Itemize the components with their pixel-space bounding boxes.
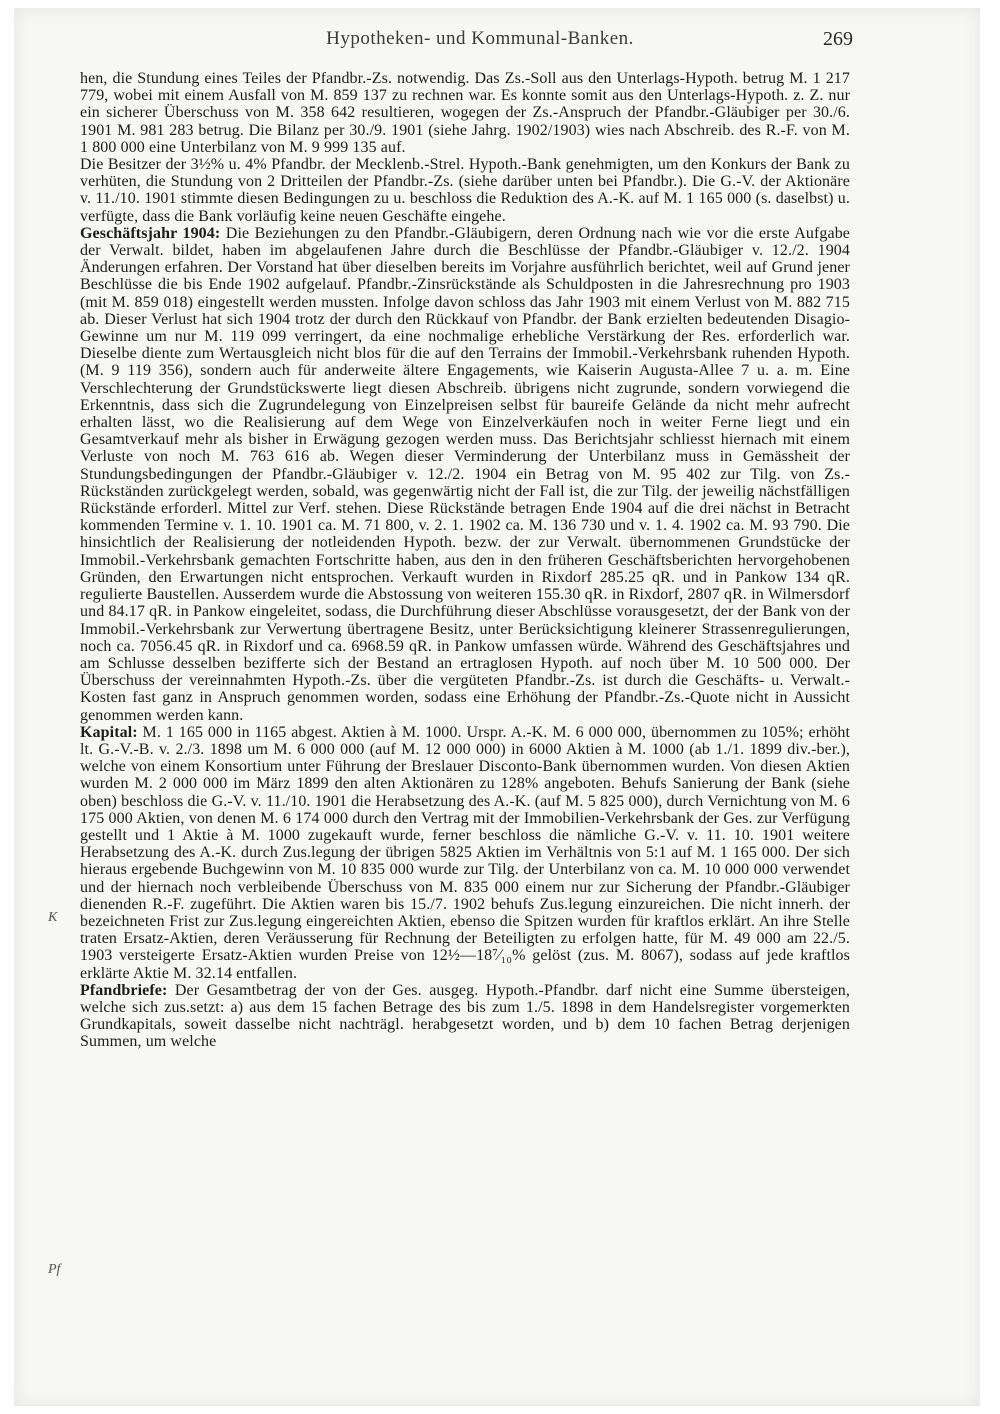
paragraph-pfandbriefe	[80, 982, 850, 1051]
text-geschaeftsjahr: Die Beziehungen zu den Pfandbr.-Gläubigern, deren Ordnung nach wie vor die erste Aufgabe der Verwalt. bildet, haben im abgelaufenen Jahre durch die Beschlüsse der Pfandbr.-Gläubiger v. 12./2. 1904 Änderungen erfahren. Der Vorstand hat über dieselben bereits im Vorjahre ausführlich berichtet, weil auf Grund jener Beschlüsse die bis Ende 1902 aufgelauf. Pfandbr.-Zinsrückstände als Schuldposten in die Jahresrechnung pro 1903 (mit M. 859 018) eingestellt werden mussten. Infolge davon schloss das Jahr 1903 mit einem Verlust von M. 882 715 ab. Dieser Verlust hat sich 1904 trotz der durch den Rückkauf von Pfandbr. der Bank erzielten bedeutenden Disagio-Gewinne um nur M. 119 099 verringert, da eine nochmalige erhebliche Verstärkung der Res. erforderlich war. Dieselbe diente zum Wertausgleich nicht blos für die auf den Terrains der Immobil.-Verkehrsbank ruhenden Hypoth. (M. 9 119 356), sondern auch für anderweite ältere Engagements, wie Kaiserin Augusta-Allee 7 u. a. m. Eine Verschlechterung der Grundstückswerte liegt diesen Abschreib. übrigens nicht zugrunde, sondern vorwiegend die Erkenntnis, dass sich die Zugrundelegung von Einzelpreisen selbst für baureife Gelände da nicht mehr aufrecht erhalten lässt, wo die Realisierung auf dem Wege von Einzelverkäufen noch in weiter Ferne liegt und ein Gesamtverkauf mehr als bisher in Erwägung gezogen werden muss. Das Berichtsjahr schliesst hiernach mit einem Verluste von noch M. 763 616 ab. Wegen dieser Verminderung der Unterbilanz muss in Gemässheit der Stundungsbedingungen der Pfandbr.-Gläubiger v. 12./2. 1904 ein Betrag von M. 95 402 zur Tilg. von Zs.-Rückständen zurückgelegt werden, sobald, was gegenwärtig nicht der Fall ist, die zur Tilg. der jeweilig nächstfälligen Rückstände erforderl. Mittel zur Verf. stehen. Diese Rückstände betragen Ende 1904 auf die drei nächst in Betracht kommenden Termine v. 1. 10. 1901 ca. M. 71 800, v. 2. 1. 1902 ca. M. 136 730 und v. 1. 4. 1902 ca. M. 93 790. Die hinsichtlich der Realisierung der notleidenden Hypoth. bezw. der zur Verwalt. übernommenen Grundstücke der Immobil.-Verkehrsbank gemachten Fortschritte haben, aus den in den früheren Geschäftsberichten hervorgehobenen Gründen, den Erwartungen nicht entsprochen. Verkauft wurden in Rixdorf 285.25 qR. und in Pankow 134 qR. regulierte Baustellen. Ausserdem wurde die Abstossung von weiteren 155.30 qR. in Rixdorf, 2807 qR. in Wilmersdorf und 84.17 qR. in Pankow eingeleitet, sodass, die Durchführung dieser Abschlüsse vorausgesetzt, der der Bank von der Immobil.-Verkehrsbank zur Verwertung übertragene Besitz, unter Berücksichtigung kleinerer Strassenregulierungen, noch ca. 7056.45 qR. in Rixdorf und ca. 6968.59 qR. in Pankow umfassen würde. Während des Geschäftsjahres und am Schlusse desselben bezifferte sich der Bestand an ertraglosen Hypoth. auf noch über M. 10 500 000. Der Überschuss der vereinnahmten Hypoth.-Zs. über die vergüteten Pfandbr.-Zs. ist durch die Geschäfts- u. Verwalt.-Kosten fast ganz in Anspruch genommen worden, sodass eine Erhöhung der Pfandbr.-Zs.-Quote nicht in Aussicht genommen werden kann.	[80, 224, 850, 724]
margin-mark-k: K	[48, 910, 58, 925]
margin-mark-pf: Pf	[48, 1262, 61, 1277]
body-text	[80, 70, 850, 1051]
paragraph-kapital	[80, 724, 850, 982]
heading-geschaeftsjahr: Geschäftsjahr 1904:	[80, 224, 221, 242]
text-pfandbriefe: Der Gesamtbetrag der von der Ges. ausgeg. Hypoth.-Pfandbr. darf nicht eine Summe übersteigen, welche sich zus.setzt: a) aus dem 15 fachen Betrage des bis zum 1./5. 1898 in dem Handelsregister vorgemerkten Grundkapitals, soweit dasselbe nicht nachträgl. herabgesetzt worden, und b) dem 10 fachen Betrag derjenigen Summen, um welche	[80, 981, 850, 1051]
heading-kapital: Kapital:	[80, 723, 138, 741]
paragraph-pfandbr-besitzer: Die Besitzer der 3½% u. 4% Pfandbr. der Mecklenb.-Strel. Hypoth.-Bank genehmigten, um den Konkurs der Bank zu verhüten, die Stundung von 2 Dritteilen der Pfandbr.-Zs. (siehe darüber unten bei Pfandbr.). Die G.-V. der Aktionäre v. 11./10. 1901 stimmte diesen Bedingungen zu u. beschloss die Reduktion des A.-K. auf M. 1 165 000 (s. daselbst) u. verfügte, dass die Bank vorläufig keine neuen Geschäfte eingehe.	[80, 156, 850, 225]
paragraph-sanierung: hen, die Stundung eines Teiles der Pfandbr.-Zs. notwendig. Das Zs.-Soll aus den Unterlags-Hypoth. betrug M. 1 217 779, wobei mit einem Ausfall von M. 859 137 zu rechnen war. Es konnte somit aus den Unterlags-Hypoth. z. Z. nur ein sicherer Überschuss von M. 358 642 resultieren, wogegen der Zs.-Anspruch der Pfandbr.-Gläubiger per 30./6. 1901 M. 981 283 betrug. Die Bilanz per 30./9. 1901 (siehe Jahrg. 1902/1903) wies nach Abschreib. des R.-F. von M. 1 800 000 eine Unterbilanz von M. 9 999 135 auf.	[80, 70, 850, 156]
page-header-title: Hypotheken- und Kommunal-Banken.	[326, 28, 634, 49]
text-kapital: M. 1 165 000 in 1165 abgest. Aktien à M. 1000. Urspr. A.-K. M. 6 000 000, übernommen zu 105%; erhöht lt. G.-V.-B. v. 2./3. 1898 um M. 6 000 000 (auf M. 12 000 000) in 6000 Aktien à M. 1000 (ab 1./1. 1899 div.-ber.), welche von einem Konsortium unter Führung der Breslauer Disconto-Bank übernommen wurden. Von diesen Aktien wurden M. 2 000 000 im März 1899 den alten Aktionären zu 128% angeboten. Behufs Sanierung der Bank (siehe oben) beschloss die G.-V. v. 11./10. 1901 die Herabsetzung des A.-K. (auf M. 5 825 000), durch Vernichtung von M. 6 175 000 Aktien, von denen M. 6 174 000 durch den Vertrag mit der Immobilien-Verkehrsbank der Ges. zur Verfügung gestellt und 1 Aktie à M. 1000 zugekauft wurde, ferner beschloss die nämliche G.-V. v. 11. 10. 1901 weitere Herabsetzung des A.-K. durch Zus.legung der übrigen 5825 Aktien im Verhältnis von 5:1 auf M. 1 165 000. Der sich hieraus ergebende Buchgewinn von M. 10 835 000 wurde zur Tilg. der Unterbilanz von ca. M. 10 000 000 verwendet und der hiernach noch verbleibende Überschuss von M. 835 000 einem nur zur Sicherung der Pfandbr.-Gläubiger dienenden R.-F. zugeführt. Die Aktien waren bis 15./7. 1902 behufs Zus.legung einzureichen. Die nicht innerh. der bezeichneten Frist zur Zus.legung eingereichten Aktien, ebenso die Spitzen wurden für kraftlos erklärt. An ihre Stelle traten Ersatz-Aktien, deren Veräusserung für Rechnung der Beteiligten zu erfolgen hatte, für M. 49 000 am 22./5. 1903 versteigerte Ersatz-Aktien wurden Preise von 12½—18⁷⁄₁₀% gelöst (zus. M. 8067), sodass auf jede kraftlos erklärte Aktie M. 32.14 entfallen.	[80, 723, 850, 982]
heading-pfandbriefe: Pfandbriefe:	[80, 981, 168, 999]
running-head	[0, 28, 1000, 58]
paragraph-geschaeftsjahr	[80, 225, 850, 724]
page-number: 269	[823, 28, 853, 50]
